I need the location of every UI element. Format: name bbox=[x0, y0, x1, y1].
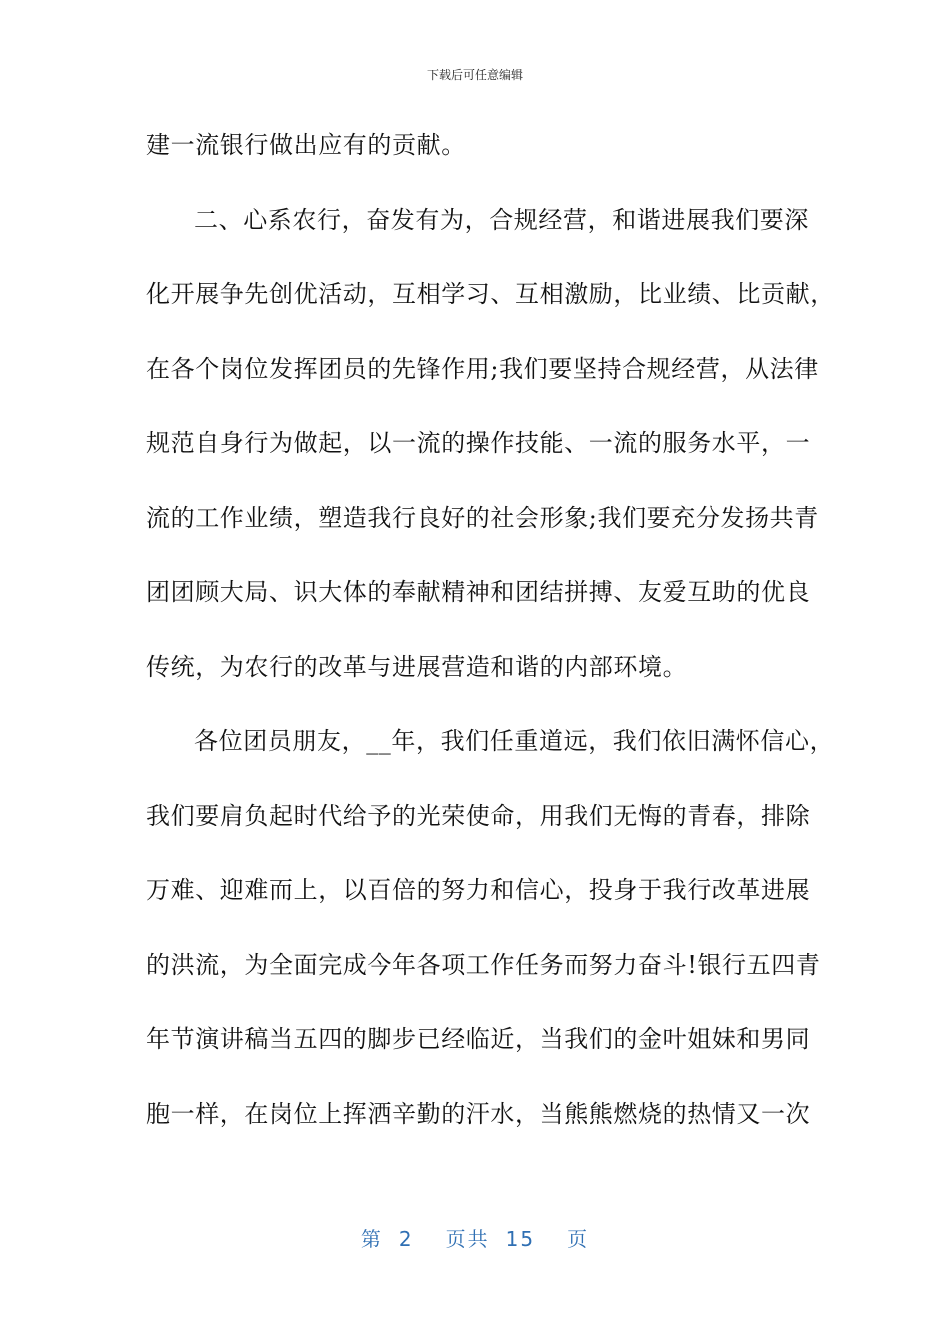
paragraph-start-line: 各位团员朋友，__年，我们任重道远，我们依旧满怀信心， bbox=[194, 727, 835, 755]
document-body bbox=[146, 118, 835, 1161]
current-page-number: 2 bbox=[398, 1227, 414, 1251]
text-line: 传统，为农行的改革与进展营造和谐的内部环境。 bbox=[146, 652, 688, 681]
text-line: 万难、迎难而上，以百倍的努力和信心，投身于我行改革进展 bbox=[146, 876, 811, 904]
page-header: 下载后可任意编辑 bbox=[426, 68, 523, 82]
text-line: 建一流银行做出应有的贡献。 bbox=[146, 131, 466, 159]
text-line: 化开展争先创优活动，互相学习、互相激励，比业绩、比贡献， bbox=[146, 280, 835, 308]
text-line: 胞一样，在岗位上挥洒辛勤的汗水，当熊熊燃烧的热情又一次 bbox=[146, 1099, 811, 1128]
page-number-footer bbox=[0, 1226, 950, 1252]
paragraph-start-line: 二、心系农行，奋发有为，合规经营，和谐进展我们要深 bbox=[194, 205, 809, 234]
total-pages-number: 15 bbox=[505, 1227, 536, 1251]
text-line: 在各个岗位发挥团员的先锋作用;我们要坚持合规经营，从法律 bbox=[146, 354, 819, 383]
text-line: 的洪流，为全面完成今年各项工作任务而努力奋斗!银行五四青 bbox=[146, 950, 821, 979]
text-line: 年节演讲稿当五四的脚步已经临近，当我们的金叶姐妹和男同 bbox=[146, 1025, 811, 1053]
text-line: 我们要肩负起时代给予的光荣使命，用我们无悔的青春，排除 bbox=[146, 801, 811, 830]
footer-suffix: 页 bbox=[567, 1227, 590, 1251]
text-line: 规范自身行为做起，以一流的操作技能、一流的服务水平，一 bbox=[146, 429, 811, 457]
footer-prefix: 第 bbox=[360, 1227, 383, 1251]
text-line: 流的工作业绩，塑造我行良好的社会形象;我们要充分发扬共青 bbox=[146, 503, 819, 532]
text-line: 团团顾大局、识大体的奉献精神和团结拼搏、友爱互助的优良 bbox=[146, 578, 811, 606]
footer-middle: 页共 bbox=[445, 1227, 490, 1251]
